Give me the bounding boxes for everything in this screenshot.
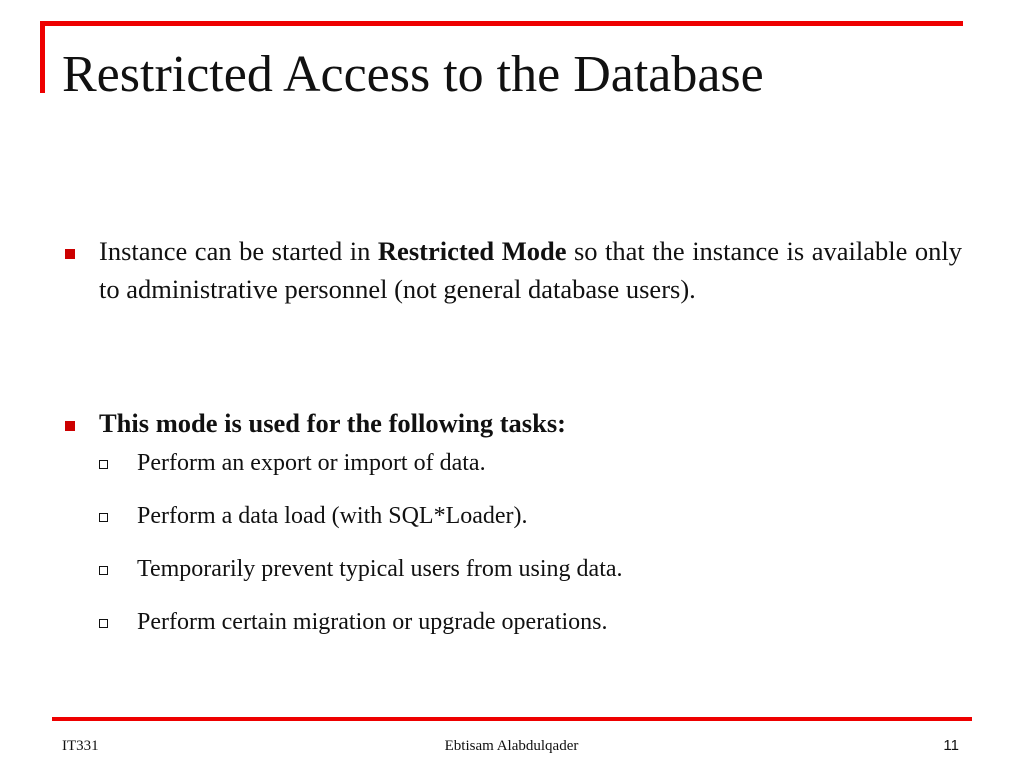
sub-bullet-item bbox=[99, 501, 962, 531]
title-frame-left-rule bbox=[40, 21, 45, 93]
hollow-square-bullet-icon bbox=[99, 460, 108, 469]
bullet-heading: This mode is used for the following tasks: bbox=[99, 408, 566, 438]
sub-bullet-text: Temporarily prevent typical users from using data. bbox=[137, 556, 623, 582]
bullet-text-after: so that the instance is available only to administrative personnel (not general database users). bbox=[99, 236, 963, 304]
bullet-item-restricted-mode bbox=[62, 232, 962, 346]
bullet-item-tasks bbox=[62, 404, 962, 637]
bullet-text-before: Instance can be started in bbox=[99, 236, 378, 266]
footer-author: Ebtisam Alabdulqader bbox=[444, 738, 579, 754]
page-number: 11 bbox=[943, 737, 959, 754]
sub-bullet-list bbox=[99, 448, 962, 637]
bullet-list bbox=[62, 232, 962, 660]
slide-title: Restricted Access to the Database bbox=[62, 46, 764, 103]
bullet-text bbox=[99, 232, 962, 346]
square-bullet-icon bbox=[65, 249, 75, 259]
square-bullet-icon bbox=[65, 421, 75, 431]
footer-rule bbox=[52, 717, 972, 721]
sub-bullet-text: Perform certain migration or upgrade operations. bbox=[137, 609, 608, 635]
hollow-square-bullet-icon bbox=[99, 619, 108, 628]
sub-bullet-item bbox=[99, 607, 962, 637]
hollow-square-bullet-icon bbox=[99, 513, 108, 522]
sub-bullet-item bbox=[99, 448, 962, 478]
bullet-emphasis: Restricted Mode bbox=[377, 236, 567, 266]
sub-bullet-text: Perform an export or import of data. bbox=[137, 450, 486, 476]
sub-bullet-item bbox=[99, 554, 962, 584]
title-frame-top-rule bbox=[40, 21, 963, 26]
hollow-square-bullet-icon bbox=[99, 566, 108, 575]
footer-course: IT331 bbox=[62, 738, 99, 754]
sub-bullet-text: Perform a data load (with SQL*Loader). bbox=[137, 503, 528, 529]
